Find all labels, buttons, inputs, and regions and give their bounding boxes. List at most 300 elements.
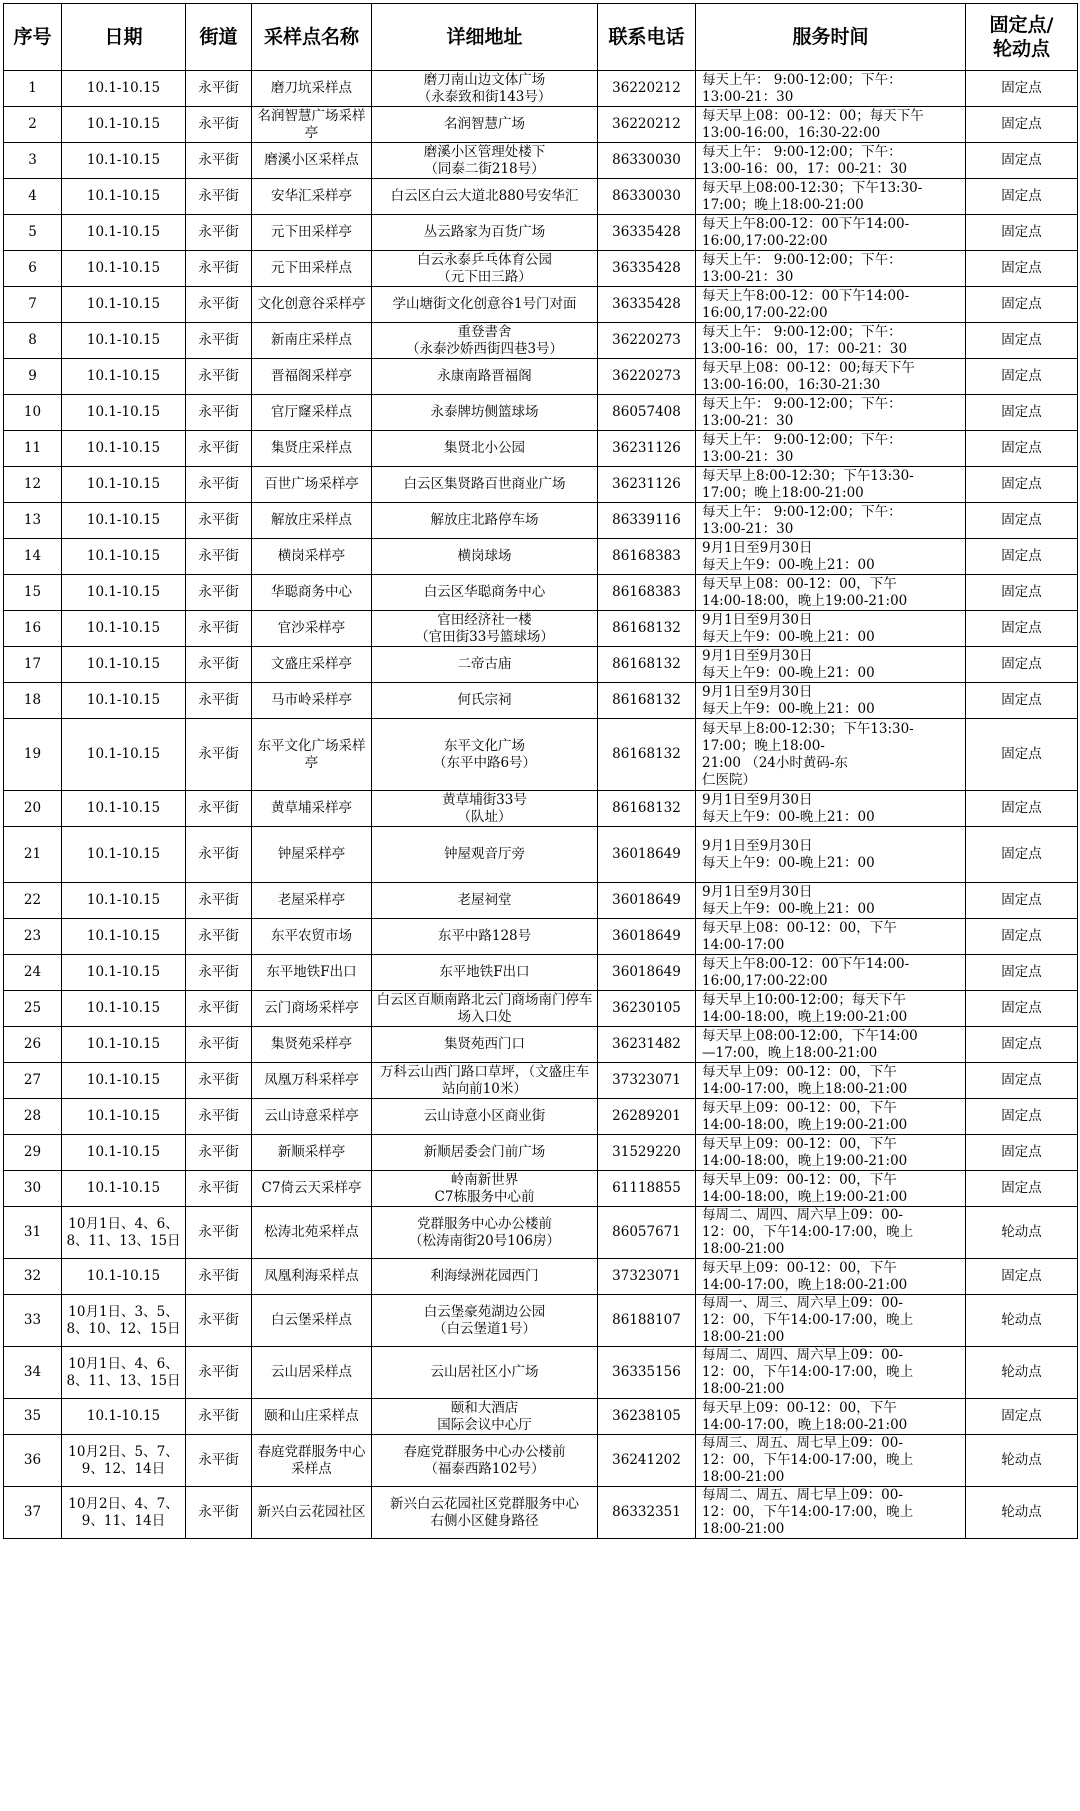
table-row [4, 107, 1078, 143]
cell-site-name: 集贤庄采样点 [252, 431, 372, 467]
cell-date: 10.1-10.15 [62, 71, 186, 107]
cell-seq: 20 [4, 791, 62, 827]
cell-site-name: 名润智慧广场采样亭 [252, 107, 372, 143]
cell-street: 永平街 [186, 395, 252, 431]
cell-address: 白云堡豪苑湖边公园 （白云堡道1号） [372, 1295, 598, 1347]
cell-type: 轮动点 [966, 1207, 1078, 1259]
cell-date: 10.1-10.15 [62, 827, 186, 883]
cell-address: 云山诗意小区商业街 [372, 1099, 598, 1135]
cell-phone: 86330030 [598, 179, 696, 215]
cell-phone: 36231482 [598, 1027, 696, 1063]
cell-phone: 36335428 [598, 287, 696, 323]
cell-date: 10.1-10.15 [62, 503, 186, 539]
cell-seq: 16 [4, 611, 62, 647]
cell-date: 10.1-10.15 [62, 107, 186, 143]
cell-type: 固定点 [966, 991, 1078, 1027]
cell-street: 永平街 [186, 883, 252, 919]
cell-site-name: 横岗采样亭 [252, 539, 372, 575]
cell-phone: 37323071 [598, 1063, 696, 1099]
table-row [4, 883, 1078, 919]
cell-site-name: 马市岭采样亭 [252, 683, 372, 719]
cell-street: 永平街 [186, 251, 252, 287]
cell-hours: 每天早上10:00-12:00；每天下午 14:00-18:00，晚上19:00-21:00 [696, 991, 966, 1027]
cell-hours: 每天早上08:00-12:00，下午14:00 —17:00，晚上18:00-21:00 [696, 1027, 966, 1063]
cell-street: 永平街 [186, 647, 252, 683]
cell-hours: 每周三、周五、周七早上09：00- 12：00，下午14:00-17:00，晚上 18:00-21:00 [696, 1435, 966, 1487]
cell-hours: 9月1日至9月30日 每天上午9：00-晚上21：00 [696, 647, 966, 683]
cell-hours: 每天上午： 9:00-12:00；下午： 13:00-21：30 [696, 251, 966, 287]
cell-date: 10.1-10.15 [62, 323, 186, 359]
table-row [4, 791, 1078, 827]
cell-hours: 每天上午： 9:00-12:00；下午： 13:00-16：00，17：00-21：30 [696, 143, 966, 179]
cell-site-name: 磨溪小区采样点 [252, 143, 372, 179]
cell-hours: 每天早上08:00-12:30；下午13:30- 17:00；晚上18:00-21:00 [696, 179, 966, 215]
cell-date: 10.1-10.15 [62, 215, 186, 251]
cell-address: 永泰牌坊侧篮球场 [372, 395, 598, 431]
cell-site-name: 云山居采样点 [252, 1347, 372, 1399]
cell-phone: 86339116 [598, 503, 696, 539]
cell-phone: 36018649 [598, 827, 696, 883]
cell-type: 固定点 [966, 287, 1078, 323]
cell-address: 磨刀南山边文体广场 （永泰致和街143号） [372, 71, 598, 107]
cell-date: 10.1-10.15 [62, 611, 186, 647]
cell-site-name: 安华汇采样亭 [252, 179, 372, 215]
cell-site-name: 白云堡采样点 [252, 1295, 372, 1347]
cell-hours: 每天早上09：00-12：00，下午 14:00-17:00，晚上18:00-21:00 [696, 1063, 966, 1099]
cell-phone: 36230105 [598, 991, 696, 1027]
cell-date: 10.1-10.15 [62, 1063, 186, 1099]
cell-phone: 31529220 [598, 1135, 696, 1171]
cell-street: 永平街 [186, 1399, 252, 1435]
cell-address: 何氏宗祠 [372, 683, 598, 719]
cell-hours: 每天早上09：00-12：00，下午 14:00-18:00，晚上19:00-21:00 [696, 1171, 966, 1207]
cell-street: 永平街 [186, 791, 252, 827]
cell-address: 白云永泰乒乓体育公园 （元下田三路） [372, 251, 598, 287]
cell-site-name: 华聪商务中心 [252, 575, 372, 611]
cell-phone: 86168132 [598, 719, 696, 791]
cell-street: 永平街 [186, 1347, 252, 1399]
table-row [4, 179, 1078, 215]
cell-seq: 14 [4, 539, 62, 575]
cell-site-name: 官沙采样亭 [252, 611, 372, 647]
cell-date: 10.1-10.15 [62, 143, 186, 179]
cell-address: 党群服务中心办公楼前 （松涛南街20号106房） [372, 1207, 598, 1259]
cell-street: 永平街 [186, 1259, 252, 1295]
cell-street: 永平街 [186, 611, 252, 647]
cell-hours: 每天上午8:00-12：00下午14:00- 16:00,17:00-22:00 [696, 287, 966, 323]
cell-hours: 每天早上08：00-12：00，下午 14:00-17:00 [696, 919, 966, 955]
cell-site-name: 新兴白云花园社区 [252, 1487, 372, 1539]
table-row [4, 1295, 1078, 1347]
table-row [4, 1399, 1078, 1435]
cell-date: 10.1-10.15 [62, 287, 186, 323]
cell-phone: 36220273 [598, 323, 696, 359]
cell-address: 丛云路家为百货广场 [372, 215, 598, 251]
table-row [4, 143, 1078, 179]
cell-phone: 86332351 [598, 1487, 696, 1539]
cell-seq: 12 [4, 467, 62, 503]
cell-phone: 86168132 [598, 683, 696, 719]
header-street: 街道 [186, 4, 252, 71]
cell-site-name: 东平地铁F出口 [252, 955, 372, 991]
cell-street: 永平街 [186, 955, 252, 991]
cell-site-name: 春庭党群服务中心采样点 [252, 1435, 372, 1487]
cell-type: 固定点 [966, 143, 1078, 179]
cell-seq: 6 [4, 251, 62, 287]
cell-site-name: 磨刀坑采样点 [252, 71, 372, 107]
table-row [4, 503, 1078, 539]
cell-phone: 86168132 [598, 791, 696, 827]
cell-hours: 每天上午： 9:00-12:00；下午： 13:00-21：30 [696, 71, 966, 107]
cell-phone: 36238105 [598, 1399, 696, 1435]
cell-date: 10.1-10.15 [62, 395, 186, 431]
header-date: 日期 [62, 4, 186, 71]
cell-seq: 29 [4, 1135, 62, 1171]
table-row [4, 1063, 1078, 1099]
table-row [4, 287, 1078, 323]
cell-address: 横岗球场 [372, 539, 598, 575]
cell-hours: 每天早上09：00-12：00，下午 14:00-17:00，晚上18:00-21:00 [696, 1259, 966, 1295]
table-row [4, 1259, 1078, 1295]
header-hours: 服务时间 [696, 4, 966, 71]
cell-seq: 21 [4, 827, 62, 883]
cell-phone: 86330030 [598, 143, 696, 179]
cell-hours: 每周一、周三、周六早上09：00- 12：00，下午14:00-17:00，晚上 18:00-21:00 [696, 1295, 966, 1347]
cell-type: 固定点 [966, 395, 1078, 431]
cell-hours: 每天上午： 9:00-12:00；下午： 13:00-21：30 [696, 395, 966, 431]
cell-phone: 36220212 [598, 71, 696, 107]
cell-site-name: 凤凰利海采样点 [252, 1259, 372, 1295]
cell-street: 永平街 [186, 991, 252, 1027]
cell-date: 10.1-10.15 [62, 719, 186, 791]
cell-site-name: 晋福阁采样亭 [252, 359, 372, 395]
cell-date: 10.1-10.15 [62, 955, 186, 991]
cell-street: 永平街 [186, 71, 252, 107]
cell-site-name: 颐和山庄采样点 [252, 1399, 372, 1435]
cell-address: 集贤北小公园 [372, 431, 598, 467]
cell-phone: 36335156 [598, 1347, 696, 1399]
cell-street: 永平街 [186, 431, 252, 467]
cell-street: 永平街 [186, 719, 252, 791]
cell-type: 固定点 [966, 323, 1078, 359]
cell-date: 10.1-10.15 [62, 1099, 186, 1135]
cell-type: 固定点 [966, 647, 1078, 683]
table-row [4, 991, 1078, 1027]
table-row [4, 955, 1078, 991]
cell-hours: 9月1日至9月30日 每天上午9：00-晚上21：00 [696, 683, 966, 719]
cell-type: 固定点 [966, 179, 1078, 215]
cell-type: 固定点 [966, 251, 1078, 287]
cell-street: 永平街 [186, 107, 252, 143]
cell-date: 10月1日、3、5、8、10、12、15日 [62, 1295, 186, 1347]
cell-type: 固定点 [966, 431, 1078, 467]
cell-date: 10.1-10.15 [62, 1135, 186, 1171]
cell-street: 永平街 [186, 359, 252, 395]
table-row [4, 1207, 1078, 1259]
cell-address: 重登書舍 （永泰沙娇西街四巷3号） [372, 323, 598, 359]
cell-hours: 每天早上8:00-12:30；下午13:30- 17:00；晚上18:00-21:00 [696, 467, 966, 503]
cell-address: 钟屋观音厅旁 [372, 827, 598, 883]
cell-phone: 36220273 [598, 359, 696, 395]
cell-phone: 36231126 [598, 431, 696, 467]
cell-type: 固定点 [966, 883, 1078, 919]
table-row [4, 647, 1078, 683]
cell-street: 永平街 [186, 1171, 252, 1207]
cell-seq: 35 [4, 1399, 62, 1435]
cell-hours: 每天上午： 9:00-12:00；下午： 13:00-21：30 [696, 431, 966, 467]
cell-seq: 24 [4, 955, 62, 991]
cell-address: 云山居社区小广场 [372, 1347, 598, 1399]
table-row [4, 1135, 1078, 1171]
cell-date: 10月2日、5、7、9、12、14日 [62, 1435, 186, 1487]
sampling-sites-table [3, 3, 1078, 1539]
cell-type: 固定点 [966, 539, 1078, 575]
cell-type: 轮动点 [966, 1295, 1078, 1347]
cell-hours: 每天早上09：00-12：00，下午 14:00-17:00，晚上18:00-21:00 [696, 1399, 966, 1435]
cell-seq: 5 [4, 215, 62, 251]
cell-street: 永平街 [186, 1027, 252, 1063]
cell-address: 集贤苑西门口 [372, 1027, 598, 1063]
cell-hours: 9月1日至9月30日 每天上午9：00-晚上21：00 [696, 539, 966, 575]
cell-phone: 86168383 [598, 575, 696, 611]
cell-street: 永平街 [186, 1135, 252, 1171]
cell-seq: 28 [4, 1099, 62, 1135]
cell-site-name: 黄草埔采样亭 [252, 791, 372, 827]
header-type: 固定点/ 轮动点 [966, 4, 1078, 71]
cell-street: 永平街 [186, 215, 252, 251]
cell-street: 永平街 [186, 1435, 252, 1487]
cell-site-name: C7倚云天采样亭 [252, 1171, 372, 1207]
cell-hours: 每天上午8:00-12：00下午14:00- 16:00,17:00-22:00 [696, 215, 966, 251]
cell-street: 永平街 [186, 1099, 252, 1135]
cell-date: 10.1-10.15 [62, 791, 186, 827]
cell-site-name: 云门商场采样亭 [252, 991, 372, 1027]
table-row [4, 323, 1078, 359]
cell-address: 白云区集贤路百世商业广场 [372, 467, 598, 503]
cell-phone: 86168383 [598, 539, 696, 575]
cell-site-name: 文盛庄采样亭 [252, 647, 372, 683]
cell-type: 固定点 [966, 575, 1078, 611]
cell-street: 永平街 [186, 503, 252, 539]
cell-date: 10.1-10.15 [62, 1399, 186, 1435]
cell-site-name: 东平文化广场采样亭 [252, 719, 372, 791]
cell-phone: 36335428 [598, 251, 696, 287]
header-site-name: 采样点名称 [252, 4, 372, 71]
cell-site-name: 元下田采样亭 [252, 215, 372, 251]
cell-site-name: 元下田采样点 [252, 251, 372, 287]
cell-phone: 36241202 [598, 1435, 696, 1487]
cell-street: 永平街 [186, 575, 252, 611]
cell-street: 永平街 [186, 287, 252, 323]
cell-type: 固定点 [966, 1063, 1078, 1099]
table-row [4, 683, 1078, 719]
cell-date: 10.1-10.15 [62, 575, 186, 611]
cell-street: 永平街 [186, 1487, 252, 1539]
cell-seq: 27 [4, 1063, 62, 1099]
cell-site-name: 老屋采样亭 [252, 883, 372, 919]
cell-seq: 15 [4, 575, 62, 611]
cell-hours: 每天早上09：00-12：00，下午 14:00-18:00，晚上19:00-21:00 [696, 1135, 966, 1171]
cell-date: 10.1-10.15 [62, 919, 186, 955]
cell-hours: 每周二、周四、周六早上09：00- 12：00，下午14:00-17:00，晚上 18:00-21:00 [696, 1207, 966, 1259]
cell-date: 10.1-10.15 [62, 991, 186, 1027]
cell-address: 万科云山西门路口草坪，（文盛庄车站向前10米） [372, 1063, 598, 1099]
cell-phone: 36335428 [598, 215, 696, 251]
cell-address: 东平中路128号 [372, 919, 598, 955]
cell-site-name: 百世广场采样亭 [252, 467, 372, 503]
cell-seq: 11 [4, 431, 62, 467]
cell-site-name: 新顺采样亭 [252, 1135, 372, 1171]
cell-address: 官田经济社一楼 （官田街33号篮球场） [372, 611, 598, 647]
cell-hours: 每天上午8:00-12：00下午14:00- 16:00,17:00-22:00 [696, 955, 966, 991]
cell-type: 固定点 [966, 791, 1078, 827]
table-row [4, 1027, 1078, 1063]
cell-hours: 每天早上8:00-12:30；下午13:30- 17:00；晚上18:00- 21:00 （24小时黄码-东 仁医院） [696, 719, 966, 791]
cell-seq: 25 [4, 991, 62, 1027]
table-row [4, 251, 1078, 287]
table-row [4, 1099, 1078, 1135]
cell-site-name: 官厅窿采样点 [252, 395, 372, 431]
cell-phone: 86168132 [598, 611, 696, 647]
cell-street: 永平街 [186, 827, 252, 883]
cell-address: 新兴白云花园社区党群服务中心 右侧小区健身路径 [372, 1487, 598, 1539]
table-row [4, 539, 1078, 575]
cell-type: 固定点 [966, 1171, 1078, 1207]
cell-phone: 36018649 [598, 955, 696, 991]
table-row [4, 431, 1078, 467]
cell-seq: 32 [4, 1259, 62, 1295]
cell-phone: 61118855 [598, 1171, 696, 1207]
table-row [4, 1435, 1078, 1487]
header-row [4, 4, 1078, 71]
cell-seq: 19 [4, 719, 62, 791]
table-row [4, 827, 1078, 883]
cell-phone: 36018649 [598, 919, 696, 955]
cell-date: 10.1-10.15 [62, 539, 186, 575]
table-row [4, 1347, 1078, 1399]
cell-date: 10.1-10.15 [62, 1171, 186, 1207]
cell-seq: 9 [4, 359, 62, 395]
cell-hours: 每周二、周五、周七早上09：00- 12：00，下午14:00-17:00，晚上 18:00-21:00 [696, 1487, 966, 1539]
cell-hours: 9月1日至9月30日 每天上午9：00-晚上21：00 [696, 883, 966, 919]
cell-phone: 86168132 [598, 647, 696, 683]
cell-address: 新顺居委会门前广场 [372, 1135, 598, 1171]
cell-seq: 8 [4, 323, 62, 359]
cell-seq: 18 [4, 683, 62, 719]
cell-seq: 23 [4, 919, 62, 955]
cell-street: 永平街 [186, 467, 252, 503]
cell-hours: 每天早上08：00-12：00；每天下午 13:00-16:00，16:30-22:00 [696, 107, 966, 143]
cell-seq: 31 [4, 1207, 62, 1259]
cell-address: 学山塘街文化创意谷1号门对面 [372, 287, 598, 323]
cell-street: 永平街 [186, 179, 252, 215]
cell-date: 10.1-10.15 [62, 251, 186, 287]
cell-site-name: 云山诗意采样亭 [252, 1099, 372, 1135]
header-address: 详细地址 [372, 4, 598, 71]
cell-address: 名润智慧广场 [372, 107, 598, 143]
cell-street: 永平街 [186, 1063, 252, 1099]
table-row [4, 1487, 1078, 1539]
cell-type: 轮动点 [966, 1347, 1078, 1399]
table-row [4, 1171, 1078, 1207]
cell-address: 白云区华聪商务中心 [372, 575, 598, 611]
cell-hours: 9月1日至9月30日 每天上午9：00-晚上21：00 [696, 827, 966, 883]
cell-seq: 30 [4, 1171, 62, 1207]
cell-type: 固定点 [966, 919, 1078, 955]
cell-hours: 每天上午： 9:00-12:00；下午： 13:00-16：00，17：00-21：30 [696, 323, 966, 359]
cell-seq: 3 [4, 143, 62, 179]
cell-hours: 每天早上08：00-12：00，下午 14:00-18:00，晚上19:00-21:00 [696, 575, 966, 611]
cell-seq: 33 [4, 1295, 62, 1347]
cell-site-name: 文化创意谷采样亭 [252, 287, 372, 323]
cell-phone: 86188107 [598, 1295, 696, 1347]
cell-type: 固定点 [966, 215, 1078, 251]
cell-site-name: 东平农贸市场 [252, 919, 372, 955]
cell-type: 固定点 [966, 1099, 1078, 1135]
cell-street: 永平街 [186, 683, 252, 719]
table-row [4, 71, 1078, 107]
cell-address: 白云区百顺南路北云门商场南门停车场入口处 [372, 991, 598, 1027]
cell-address: 岭南新世界 C7栋服务中心前 [372, 1171, 598, 1207]
cell-hours: 每周二、周四、周六早上09：00- 12：00，下午14:00-17:00，晚上 18:00-21:00 [696, 1347, 966, 1399]
cell-street: 永平街 [186, 539, 252, 575]
cell-seq: 4 [4, 179, 62, 215]
cell-hours: 每天上午： 9:00-12:00；下午： 13:00-21：30 [696, 503, 966, 539]
cell-address: 春庭党群服务中心办公楼前 （福泰西路102号） [372, 1435, 598, 1487]
cell-type: 固定点 [966, 955, 1078, 991]
cell-type: 固定点 [966, 1027, 1078, 1063]
cell-type: 固定点 [966, 1259, 1078, 1295]
cell-type: 固定点 [966, 683, 1078, 719]
cell-date: 10月2日、4、7、9、11、14日 [62, 1487, 186, 1539]
cell-hours: 每天早上09：00-12：00，下午 14:00-18:00，晚上19:00-21:00 [696, 1099, 966, 1135]
cell-seq: 13 [4, 503, 62, 539]
cell-street: 永平街 [186, 1295, 252, 1347]
cell-address: 解放庄北路停车场 [372, 503, 598, 539]
cell-address: 二帝古庙 [372, 647, 598, 683]
cell-seq: 22 [4, 883, 62, 919]
cell-street: 永平街 [186, 323, 252, 359]
cell-address: 老屋祠堂 [372, 883, 598, 919]
table-row [4, 919, 1078, 955]
header-seq: 序号 [4, 4, 62, 71]
cell-phone: 36018649 [598, 883, 696, 919]
cell-street: 永平街 [186, 143, 252, 179]
cell-site-name: 松涛北苑采样点 [252, 1207, 372, 1259]
cell-street: 永平街 [186, 1207, 252, 1259]
cell-date: 10.1-10.15 [62, 647, 186, 683]
cell-type: 固定点 [966, 359, 1078, 395]
cell-site-name: 解放庄采样点 [252, 503, 372, 539]
cell-seq: 17 [4, 647, 62, 683]
cell-address: 利海绿洲花园西门 [372, 1259, 598, 1295]
cell-phone: 36220212 [598, 107, 696, 143]
cell-seq: 7 [4, 287, 62, 323]
cell-date: 10.1-10.15 [62, 683, 186, 719]
cell-date: 10.1-10.15 [62, 179, 186, 215]
cell-type: 固定点 [966, 611, 1078, 647]
cell-phone: 86057671 [598, 1207, 696, 1259]
header-phone: 联系电话 [598, 4, 696, 71]
cell-hours: 9月1日至9月30日 每天上午9：00-晚上21：00 [696, 791, 966, 827]
cell-phone: 36231126 [598, 467, 696, 503]
cell-address: 磨溪小区管理处楼下 （同泰二街218号） [372, 143, 598, 179]
cell-type: 固定点 [966, 719, 1078, 791]
table-row [4, 467, 1078, 503]
cell-date: 10.1-10.15 [62, 467, 186, 503]
cell-date: 10.1-10.15 [62, 359, 186, 395]
table-row [4, 395, 1078, 431]
